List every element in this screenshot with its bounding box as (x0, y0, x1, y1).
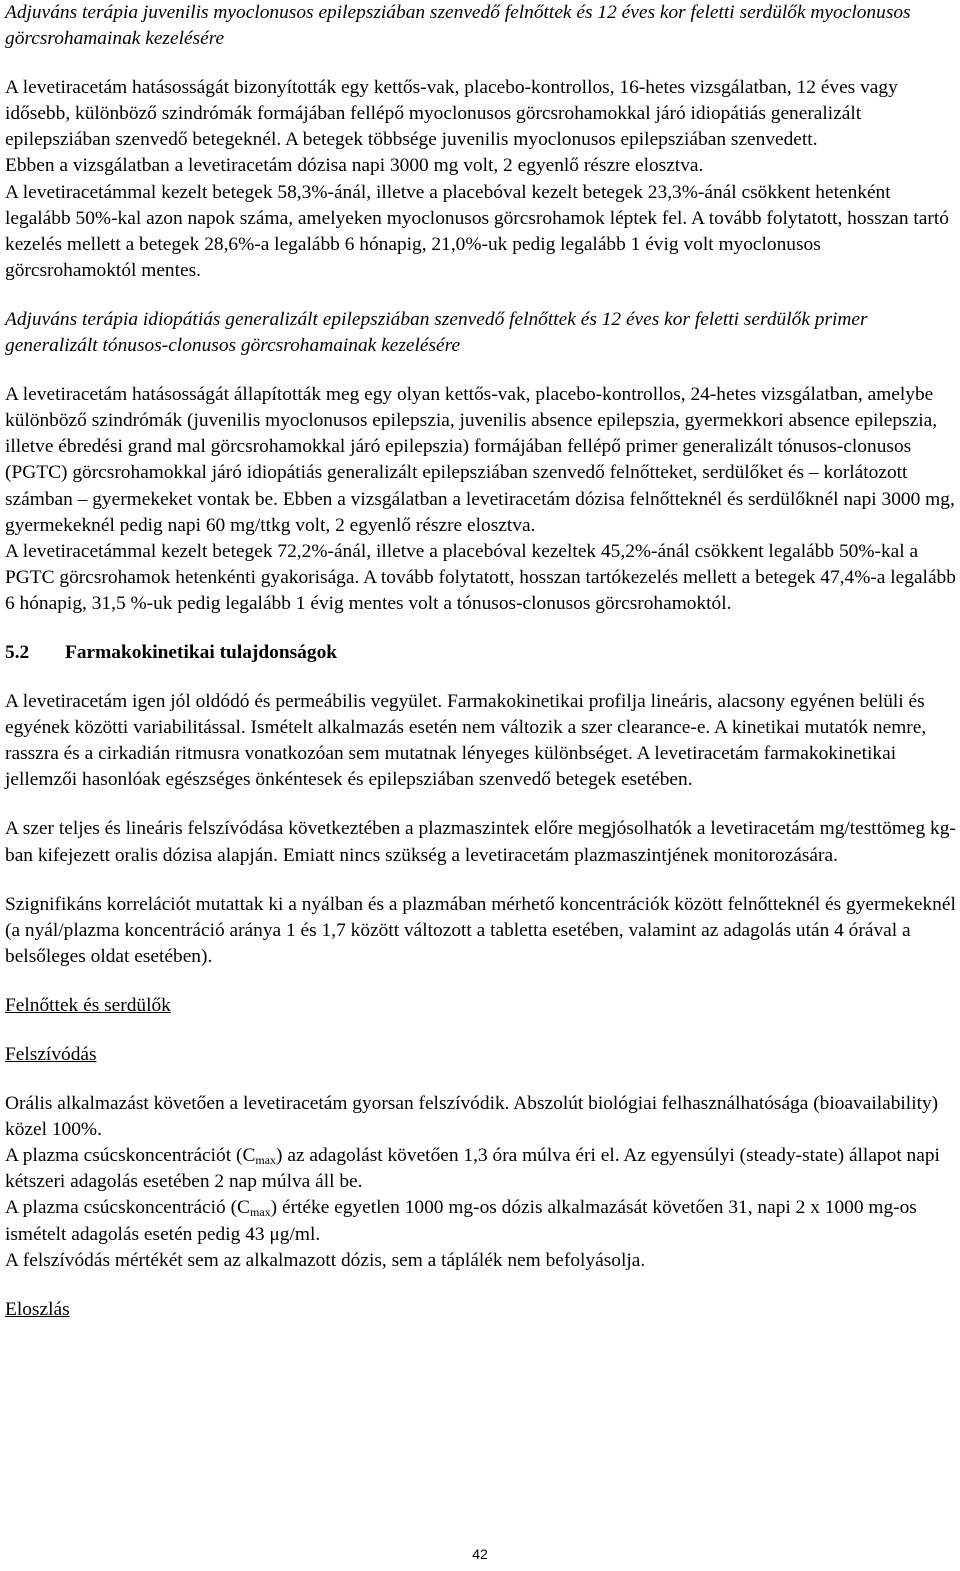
section-title-myoclonic: Adjuváns terápia juvenilis myoclonusos epilepsziában szenvedő felnőttek és 12 éves kor feletti serdülők myoclonusos görcsrohamainak kezelésére (5, 2, 911, 50)
paragraph-pk-overview: A levetiracetám igen jól oldódó és permeábilis vegyület. Farmakokinetikai profilja lineáris, alacsony egyénen belüli és egyének közötti variabilitással. Ismételt alkalmazás esetén nem változik a szer clearance-e. A kinetikai mutatók nemre, rasszra és a cirkadián ritmusra vonatkozóan sem mutatnak lényeges különbséget. A levetiracetám farmakokinetikai jellemzői hasonlóak egészséges önkéntesek és epilepsziában szenvedő betegek esetében. (5, 691, 927, 791)
subheading-adults: Felnőttek és serdülők (5, 994, 171, 1016)
section-heading-pharmacokinetics (5, 640, 957, 666)
paragraph-myoclonic-study: A levetiracetám hatásosságát bizonyították egy kettős-vak, placebo-kontrollos, 16-hetes vizsgálatban, 12 éves vagy idősebb, különböző szindrómák formájában fellépő myoclonusos görcsrohamokkal járó idiopátiás generalizált epilepsziában szenvedő betegeknél. A betegek többsége juvenilis myoclonusos epilepsziában szenvedett. (5, 77, 898, 151)
paragraph-absorption-bioavailability: Orális alkalmazást követően a levetiracetám gyorsan felszívódik. Abszolút biológiai felhasználhatósága (bioavailability) közel 100%. (5, 1093, 939, 1141)
subheading-distribution: Eloszlás (5, 1298, 70, 1320)
paragraph-absorption-food: A felszívódás mértékét sem az alkalmazott dózis, sem a táplálék nem befolyásolja. (5, 1249, 646, 1271)
text-fragment: A plazma csúcskoncentráció (C (5, 1197, 250, 1219)
paragraph-absorption-tmax (5, 1143, 957, 1195)
paragraph-pk-linearity: A szer teljes és lineáris felszívódása következtében a plazmaszintek előre megjósolhatók a levetiracetám mg/testtömeg kg-ban kifejezett oralis dózisa alapján. Emiatt nincs szükség a levetiracetám plazmaszintjének monitorozására. (5, 818, 956, 866)
paragraph-myoclonic-dose: Ebben a vizsgálatban a levetiracetám dózisa napi 3000 mg volt, 2 egyenlő részre elosztva. (5, 155, 704, 177)
text-fragment: ) az adagolást követően 1,3 óra múlva éri el. Az egyensúlyi (steady-state) állapot napi kétszeri adagolás esetében 2 nap múlva áll be. (5, 1145, 940, 1193)
page-number: 42 (472, 1546, 488, 1562)
paragraph-absorption-cmax (5, 1195, 957, 1247)
subheading-absorption: Felszívódás (5, 1044, 97, 1065)
document-page (5, 0, 957, 1323)
paragraph-pgtc-results: A levetiracetámmal kezelt betegek 72,2%-ánál, illetve a placebóval kezeltek 45,2%-ánál csökkent legalább 50%-kal a PGTC görcsrohamok hetenkénti gyakorisága. A tovább folytatott, hosszan tartókezelés mellett a betegek 47,4%-a legalább 6 hónapig, 31,5 %-uk pedig legalább 1 évig mentes volt a tónusos-clonusos görcsrohamoktól. (5, 540, 956, 614)
subscript-max: max (250, 1205, 271, 1220)
paragraph-pgtc-study: A levetiracetám hatásosságát állapították meg egy olyan kettős-vak, placebo-kontrollos, 24-hetes vizsgálatban, amelybe különböző szindrómák (juvenilis myoclonusos epilepszia, juvenilis absence epilepszia, gyermekkori absence epilepszia, illetve ébredési grand mal görcsrohamokkal járó epilepszia) formájában fellépő primer generalizált tónusos-clonusos (PGTC) görcsrohamokkal járó idiopátiás generalizált epilepsziában szenvedő felnőtteket, serdülőket és – korlátozott számban – gyermekeket vontak be. Ebben a vizsgálatban a levetiracetám dózisa felnőtteknél és serdülőknél napi 3000 mg, gyermekeknél pedig napi 60 mg/ttkg volt, 2 egyenlő részre elosztva. (5, 384, 955, 536)
text-fragment: A plazma csúcskoncentrációt (C (5, 1145, 256, 1167)
paragraph-myoclonic-results: A levetiracetámmal kezelt betegek 58,3%-ánál, illetve a placebóval kezelt betegek 23,3%-ánál csökkent hetenként legalább 50%-kal azon napok száma, amelyeken myoclonusos görcsrohamok léptek fel. A tovább folytatott, hosszan tartó kezelés mellett a betegek 28,6%-a legalább 6 hónapig, 21,0%-uk pedig legalább 1 évig volt myoclonusos görcsrohamoktól mentes. (5, 181, 949, 281)
text-fragment: ) értéke egyetlen 1000 mg-os dózis alkalmazását követően 31, napi 2 x 1000 mg-os ismételt adagolás esetén pedig 43 μg/ml. (5, 1197, 917, 1245)
paragraph-pk-saliva: Szignifikáns korrelációt mutattak ki a nyálban és a plazmában mérhető koncentrációk között felnőtteknél és gyermekeknél (a nyál/plazma koncentráció aránya 1 és 1,7 között változott a tabletta esetében, valamint az adagolás után 4 órával a belsőleges oldat esetében). (5, 893, 956, 967)
subscript-max: max (255, 1153, 277, 1168)
section-heading-text: Farmakokinetikai tulajdonságok (65, 641, 338, 663)
section-number: 5.2 (5, 641, 30, 663)
section-title-pgtc: Adjuváns terápia idiopátiás generalizált epilepsziában szenvedő felnőttek és 12 éves kor feletti serdülők primer generalizált tónusos-clonusos görcsrohamainak kezelésére (5, 308, 868, 357)
